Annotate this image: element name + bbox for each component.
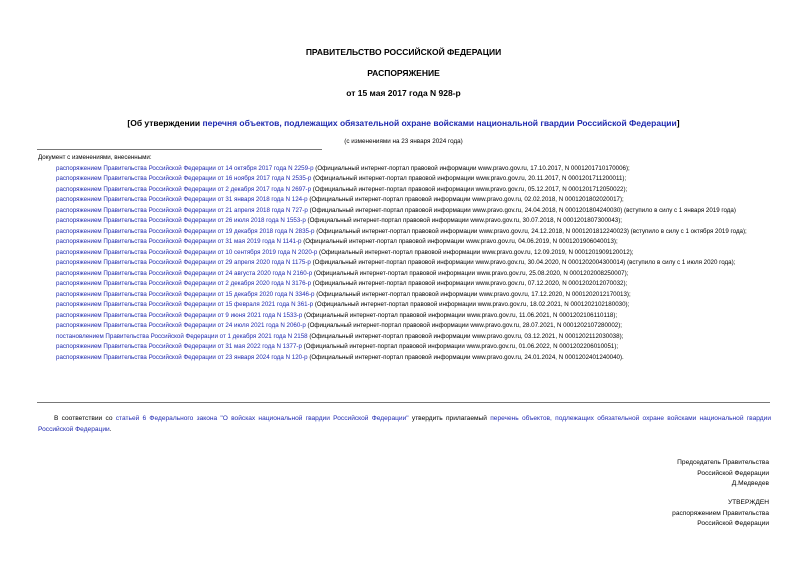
edit-link[interactable]: распоряжением Правительства Российской Федерации от 9 июня 2021 года N 1533-р bbox=[56, 311, 303, 319]
signature-block bbox=[677, 458, 769, 490]
edit-item bbox=[38, 321, 771, 332]
edit-item bbox=[38, 353, 771, 364]
edit-source: (Официальный интернет-портал правовой информации www.pravo.gov.ru, 20.11.2017, N 0001201711200011); bbox=[311, 175, 627, 182]
edit-link[interactable]: распоряжением Правительства Российской Федерации от 23 января 2024 года N 120-р bbox=[56, 353, 308, 361]
edit-source: (Официальный интернет-портал правовой информации www.pravo.gov.ru, 28.07.2021, N 0001202107280002); bbox=[305, 322, 622, 329]
edit-link[interactable]: распоряжением Правительства Российской Федерации от 24 июля 2021 года N 2060-р bbox=[56, 322, 306, 329]
edit-link[interactable]: распоряжением Правительства Российской Федерации от 31 января 2018 года N 124-р bbox=[56, 196, 308, 203]
edit-link[interactable]: распоряжением Правительства Российской Федерации от 19 декабря 2018 года N 2835-р bbox=[56, 227, 315, 235]
edit-source: (Официальный интернет-портал правовой информации www.pravo.gov.ru, 25.08.2020, N 0001202008250007); bbox=[312, 269, 629, 277]
signature-org: Российской Федерации bbox=[697, 469, 769, 477]
signature-name: Д.Медведев bbox=[731, 480, 769, 487]
edit-link[interactable]: распоряжением Правительства Российской Федерации от 21 апреля 2018 года N 727-р bbox=[56, 206, 308, 214]
title-link[interactable]: перечня объектов, подлежащих обязательной охране войсками национальной гвардии Российской Федерации bbox=[202, 118, 677, 128]
edit-link[interactable]: постановлением Правительства Российской Федерации от 1 декабря 2021 года N 2158 bbox=[56, 332, 308, 340]
date-number-heading: от 15 мая 2017 года N 928-р bbox=[346, 88, 461, 98]
approved-block bbox=[672, 498, 769, 530]
approved-org: Российской Федерации bbox=[697, 520, 769, 527]
edit-item bbox=[38, 174, 771, 185]
edit-source: (Официальный интернет-портал правовой информации www.pravo.gov.ru, 24.12.2018, N 0001201812240023) (вступило в силу с 1 октября 2019 года); bbox=[314, 227, 747, 235]
edit-source: (Официальный интернет-портал правовой информации www.pravo.gov.ru, 07.12.2020, N 0001202012070032); bbox=[311, 280, 628, 287]
title-open: [Об утверждении bbox=[127, 118, 203, 128]
edit-item bbox=[38, 342, 771, 353]
edit-source: (Официальный интернет-портал правовой информации www.pravo.gov.ru, 18.02.2021, N 0001202102180030); bbox=[313, 301, 630, 308]
title-close: ] bbox=[676, 118, 680, 128]
edit-source: (Официальный интернет-портал правовой информации www.pravo.gov.ru, 30.07.2018, N 0001201807300043); bbox=[305, 217, 622, 224]
approved-by: распоряжением Правительства bbox=[672, 509, 769, 517]
edit-item bbox=[38, 164, 771, 175]
edit-item bbox=[38, 279, 771, 290]
law-link[interactable]: статьей 6 Федерального закона "О войсках национальной гвардии Российской Федерации" bbox=[115, 415, 409, 422]
signature-position: Председатель Правительства bbox=[677, 459, 769, 466]
edit-source: (Официальный интернет-портал правовой информации www.pravo.gov.ru, 24.01.2024, N 0001202401240040). bbox=[307, 353, 624, 361]
edit-source: (Официальный интернет-портал правовой информации www.pravo.gov.ru, 04.06.2019, N 0001201906040013); bbox=[301, 238, 618, 245]
edit-item bbox=[38, 300, 771, 311]
edit-item bbox=[38, 216, 771, 227]
edit-item bbox=[38, 185, 771, 196]
edit-link[interactable]: распоряжением Правительства Российской Федерации от 14 октября 2017 года N 2259-р bbox=[56, 164, 314, 172]
edit-link[interactable]: распоряжением Правительства Российской Федерации от 10 сентября 2019 года N 2020-р bbox=[56, 248, 318, 256]
edit-link[interactable]: распоряжением Правительства Российской Федерации от 15 февраля 2021 года N 361-р bbox=[56, 301, 314, 308]
edit-source: (Официальный интернет-портал правовой информации www.pravo.gov.ru, 05.12.2017, N 0001201712050022); bbox=[311, 185, 628, 193]
edit-item bbox=[38, 290, 771, 301]
edit-item bbox=[38, 248, 771, 259]
edit-source: (Официальный интернет-портал правовой информации www.pravo.gov.ru, 01.06.2022, N 0001202206010051); bbox=[301, 343, 619, 350]
approved-title: УТВЕРЖДЕН bbox=[727, 499, 769, 506]
body-text-3: . bbox=[109, 425, 112, 433]
doc-type-heading: РАСПОРЯЖЕНИЕ bbox=[367, 68, 440, 78]
edit-link[interactable]: распоряжением Правительства Российской Федерации от 24 августа 2020 года N 2160-р bbox=[56, 269, 313, 277]
edits-list bbox=[38, 153, 771, 363]
edit-link[interactable]: распоряжением Правительства Российской Федерации от 2 декабря 2017 года N 2697-р bbox=[56, 185, 312, 193]
divider-top bbox=[37, 149, 322, 150]
edit-link[interactable]: распоряжением Правительства Российской Федерации от 16 ноября 2017 года N 2535-р bbox=[56, 175, 312, 182]
document-title bbox=[0, 118, 807, 128]
edit-item bbox=[38, 258, 771, 269]
divider-bottom bbox=[37, 402, 770, 403]
edit-source: (Официальный интернет-портал правовой информации www.pravo.gov.ru, 30.04.2020, N 0001202004300014) (вступило в силу с 1 июля 2020 года); bbox=[310, 259, 736, 266]
edit-item bbox=[38, 269, 771, 280]
edit-source: (Официальный интернет-портал правовой информации www.pravo.gov.ru, 17.12.2020, N 0001202012170013); bbox=[314, 290, 631, 298]
edit-source: (Официальный интернет-портал правовой информации www.pravo.gov.ru, 03.12.2021, N 0001202112030038); bbox=[307, 332, 624, 340]
edit-source: (Официальный интернет-портал правовой информации www.pravo.gov.ru, 12.09.2019, N 0001201909120012); bbox=[317, 248, 634, 256]
edit-item bbox=[38, 332, 771, 343]
edit-link[interactable]: распоряжением Правительства Российской Федерации от 15 декабря 2020 года N 3346-р bbox=[56, 290, 315, 298]
edit-item bbox=[38, 311, 771, 322]
government-heading: ПРАВИТЕЛЬСТВО РОССИЙСКОЙ ФЕДЕРАЦИИ bbox=[305, 47, 502, 57]
edit-item bbox=[38, 227, 771, 238]
edits-items bbox=[38, 164, 771, 364]
subtitle: (с изменениями на 23 января 2024 года) bbox=[344, 138, 463, 145]
body-text-2: утвердить прилагаемый bbox=[408, 415, 491, 422]
body-text-1: В соответствии со bbox=[54, 415, 116, 422]
edit-link[interactable]: распоряжением Правительства Российской Федерации от 31 мая 2019 года N 1141-р bbox=[56, 238, 302, 245]
edit-item bbox=[38, 195, 771, 206]
edit-source: (Официальный интернет-портал правовой информации www.pravo.gov.ru, 17.10.2017, N 0001201710170006); bbox=[313, 164, 630, 172]
edits-intro: Документ с изменениями, внесенными: bbox=[38, 154, 152, 161]
list-link[interactable]: перечень объектов, подлежащих обязательной охране войсками национальной гвардии Российской Федерации bbox=[38, 415, 771, 433]
edit-source: (Официальный интернет-портал правовой информации www.pravo.gov.ru, 02.02.2018, N 0001201802020017); bbox=[307, 196, 624, 203]
edit-link[interactable]: распоряжением Правительства Российской Федерации от 29 апреля 2020 года N 1175-р bbox=[56, 259, 311, 266]
edit-link[interactable]: распоряжением Правительства Российской Федерации от 2 декабря 2020 года N 3176-р bbox=[56, 280, 312, 287]
edit-item bbox=[38, 206, 771, 217]
edit-item bbox=[38, 237, 771, 248]
edit-source: (Официальный интернет-портал правовой информации www.pravo.gov.ru, 24.04.2018, N 0001201804240030) (вступило в силу с 1 января 2019 года) bbox=[307, 206, 736, 214]
edit-link[interactable]: распоряжением Правительства Российской Федерации от 26 июля 2018 года N 1553-р bbox=[56, 217, 306, 224]
edit-link[interactable]: распоряжением Правительства Российской Федерации от 31 мая 2022 года N 1377-р bbox=[56, 343, 302, 350]
edit-source: (Официальный интернет-портал правовой информации www.pravo.gov.ru, 11.06.2021, N 0001202106110118); bbox=[302, 311, 618, 319]
body-paragraph bbox=[38, 414, 771, 435]
